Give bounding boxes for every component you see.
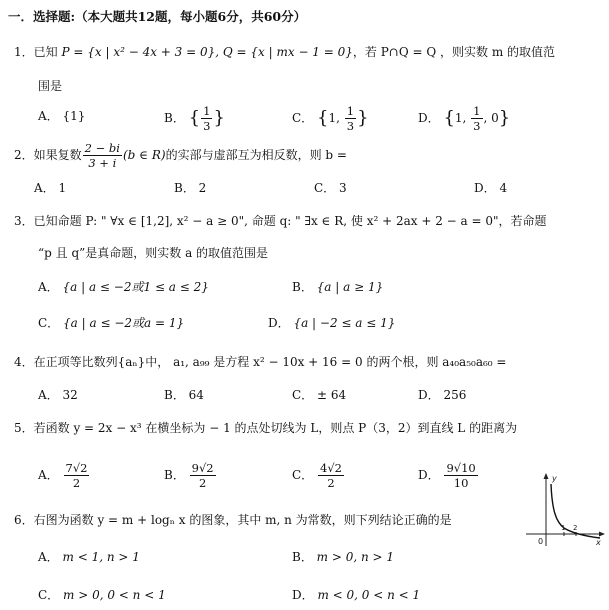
q1-option-a-label: A． <box>38 109 59 123</box>
q6-option-d[interactable]: D． m < 0, 0 < n < 1 <box>292 588 421 602</box>
q3-line2: “p 且 q”是真命题，则实数 a 的取值范围是 <box>38 246 269 260</box>
q1-option-d-label: D． <box>418 111 440 125</box>
q6-text: 右图为函数 y = m + logₙ x 的图象，其中 m, n 为常数，则下列结论正确的是 <box>33 513 452 527</box>
q1-number: 1． <box>14 45 34 59</box>
q2-prefix: 如果复数 <box>33 148 82 162</box>
question-1 <box>14 44 555 60</box>
q6-option-c[interactable]: C． m > 0, 0 < n < 1 <box>38 588 166 602</box>
q1-line2: 围是 <box>38 79 63 93</box>
question-6 <box>14 512 452 528</box>
q6-graph-tick-2-label: 2 <box>573 524 578 532</box>
q1-option-c[interactable]: C． {1, $\frac{1}{3}$ } <box>292 104 369 133</box>
q4-option-c[interactable]: C． ± 64 <box>292 388 347 402</box>
q2-option-a[interactable]: A． 1 <box>34 181 67 195</box>
q6-graph-tick-1-label: 1 <box>561 524 566 532</box>
q2-number: 2． <box>14 148 34 162</box>
q6-graph-y-label: y <box>552 474 557 483</box>
q3-option-b[interactable]: B． {a | a ≥ 1} <box>292 280 384 294</box>
q3-option-a[interactable]: A． {a | a ≤ −2或1 ≤ a ≤ 2} <box>38 280 209 294</box>
q1-suffix: ，若 P∩Q = Q ，则实数 m 的取值范 <box>352 45 556 59</box>
q2-fraction: $\frac{2 - bi}{3 + i}$ <box>84 141 120 170</box>
q5-option-b[interactable]: B． $\frac{9√2}{2}$ <box>164 461 214 490</box>
q1-option-b-frac: $\frac{1}{3}$ <box>203 104 211 133</box>
q5-option-c[interactable]: C． $\frac{4√2}{2}$ <box>292 461 342 490</box>
q6-option-b[interactable]: B． m > 0, n > 1 <box>292 550 395 564</box>
q3-number: 3． <box>14 214 34 228</box>
q1-prefix: 已知 <box>33 45 58 59</box>
q4-text: 在正项等比数列{aₙ}中， a₁, a₉₉ 是方程 x² − 10x + 16 = 0 的两个根，则 a₄₀a₅₀a₆₀ = <box>33 355 507 369</box>
q4-option-d[interactable]: D． 256 <box>418 388 467 402</box>
question-4 <box>14 354 506 370</box>
q4-number: 4． <box>14 355 34 369</box>
section-title: 一．选择题:（本大题共12题，每小题6分，共60分） <box>8 9 307 24</box>
q5-option-d[interactable]: D． $\frac{9√10}{10}$ <box>418 461 476 490</box>
q6-graph-origin: 0 <box>538 537 544 546</box>
q6-graph-x-arrow <box>599 532 605 537</box>
q1-option-c-label: C． <box>292 111 314 125</box>
q3-option-d[interactable]: D． {a | −2 ≤ a ≤ 1} <box>268 316 396 330</box>
q1-option-b-label: B． <box>164 111 185 125</box>
q2-option-c[interactable]: C． 3 <box>314 181 347 195</box>
q6-graph-x-label: x <box>596 538 601 547</box>
q3-text: 已知命题 P: " ∀x ∈ [1,2], x² − a ≥ 0", 命题 q: " ∃x ∈ R, 使 x² + 2ax + 2 − a = 0"，若命题 <box>33 214 547 228</box>
q1-option-c-frac: $\frac{1}{3}$ <box>346 104 355 133</box>
q2-suffix: 的实部与虚部互为相反数，则 b = <box>165 148 347 162</box>
q5-text: 若函数 y = 2x − x³ 在横坐标为 − 1 的点处切线为 L，则点 P（3，2）到直线 L 的距离为 <box>33 421 518 435</box>
q6-graph-y-arrow <box>544 473 549 479</box>
q1-option-d-frac: $\frac{1}{3}$ <box>473 104 481 133</box>
q2-cond: (b ∈ R) <box>122 148 166 162</box>
q5-number: 5． <box>14 421 34 435</box>
q1-sets: P = {x | x² − 4x + 3 = 0}, Q = {x | mx − 1 = 0} <box>61 45 353 59</box>
question-2 <box>14 140 347 170</box>
q2-option-b[interactable]: B． 2 <box>174 181 207 195</box>
q3-option-c[interactable]: C． {a | a ≤ −2或a = 1} <box>38 316 185 330</box>
question-5 <box>14 420 517 436</box>
q4-option-a[interactable]: A． 32 <box>38 388 78 402</box>
q1-option-d[interactable]: D． {1, $\frac{1}{3}$ , 0} <box>418 104 511 133</box>
q6-number: 6． <box>14 513 34 527</box>
q2-option-d[interactable]: D． 4 <box>474 181 508 195</box>
q1-option-b[interactable]: B． { $\frac{1}{3}$ } <box>164 104 225 133</box>
q4-option-b[interactable]: B． 64 <box>164 388 204 402</box>
q6-graph <box>520 470 606 550</box>
q5-option-a[interactable]: A． $\frac{7√2}{2}$ <box>38 461 88 490</box>
question-3 <box>14 213 547 229</box>
q6-option-a[interactable]: A． m < 1, n > 1 <box>38 550 140 564</box>
q1-option-a-text: {1} <box>62 109 86 123</box>
q1-option-a[interactable] <box>38 108 85 124</box>
